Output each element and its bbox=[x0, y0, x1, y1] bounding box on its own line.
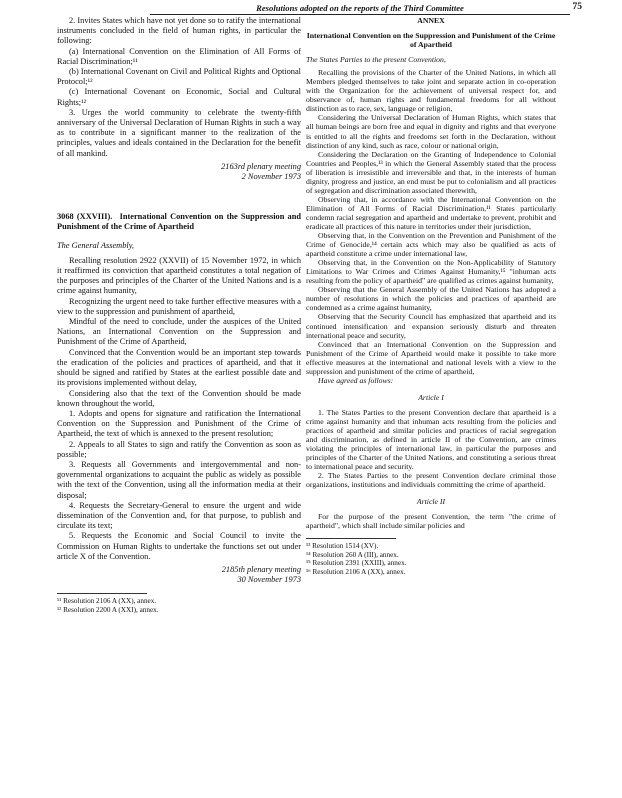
left-column bbox=[57, 16, 301, 614]
preamble-observing-4: Observing that the General Assembly of the United Nations has adopted a number of resolutions in which the policies and practices of apartheid are condemned as a crime against humanity, bbox=[306, 285, 556, 313]
signature-block-2 bbox=[57, 565, 301, 585]
resolution-title: International Convention on the Suppression and Punishment of the Crime of Apartheid bbox=[57, 212, 301, 232]
paragraph-invites: 2. Invites States which have not yet done so to ratify the international instruments concluded in the field of human rights, in particular the following: bbox=[57, 16, 301, 46]
paragraph-convinced: Convinced that the Convention would be an important step towards the eradication of the policies and practices of apartheid, and that it should be signed and ratified by States at the earliest possible date and its provisions implemented without delay, bbox=[57, 347, 301, 388]
item-b: (b) International Covenant on Civil and Political Rights and Optional Protocol;¹² bbox=[57, 67, 301, 87]
footnote-16: ¹⁶ Resolution 2106 A (XX), annex. bbox=[306, 567, 406, 576]
annex-label: ANNEX bbox=[417, 16, 445, 25]
paragraph-considering: Considering also that the text of the Convention should be made known throughout the world, bbox=[57, 388, 301, 408]
meeting-label: 2185th plenary meeting bbox=[221, 564, 301, 574]
paragraph-recalling: Recalling resolution 2922 (XXVII) of 15 November 1972, in which it reaffirmed its conviction that apartheid constitutes a total negation of the purposes and principles of the Charter of the United Nations and is a crime against humanity, bbox=[57, 255, 301, 296]
parties-line: The States Parties to the present Convention, bbox=[306, 55, 446, 65]
footnote-15: ¹⁵ Resolution 2391 (XXIII), annex. bbox=[306, 559, 407, 568]
article-2-paragraph: For the purpose of the present Convention, the term "the crime of apartheid", which shall include similar policies and bbox=[306, 512, 556, 531]
footnote-12: ¹² Resolution 2200 A (XXI), annex. bbox=[57, 605, 159, 614]
preamble-considering-2: Considering the Declaration on the Granting of Independence to Colonial Countries and Peoples,¹³ in which the General Assembly stated that the process of liberation is irresistible and irreversible and that, in the interests of human dignity, progress and justice, an end must be put to colonialism and all practices of segregation and discrimination associated therewith, bbox=[306, 149, 556, 195]
running-header: Resolutions adopted on the reports of the Third Committee bbox=[150, 3, 570, 15]
paragraph-urges: 3. Urges the world community to celebrate the twenty-fifth anniversary of the Universal Declaration of Human Rights in such a way as to contribute in a significant manner to the realization of the principles, values and ideals contained in the Declaration for the benefit of all mankind. bbox=[57, 107, 301, 158]
meeting-label: 2163rd plenary meeting bbox=[221, 161, 301, 171]
article-1-heading: Article I bbox=[418, 392, 444, 402]
meeting-date: 2 November 1973 bbox=[241, 172, 301, 182]
page-number: 75 bbox=[572, 2, 582, 12]
agreed-line: Have agreed as follows: bbox=[318, 375, 394, 385]
footnote-14: ¹⁴ Resolution 260 A (III), annex. bbox=[306, 550, 399, 559]
operative-4: 4. Requests the Secretary-General to ensure the urgent and wide dissemination of the Convention and, for that purpose, to publish and circulate its text; bbox=[57, 500, 301, 531]
operative-5: 5. Requests the Economic and Social Council to invite the Commission on Human Rights to undertake the functions set out under article X of the Convention. bbox=[57, 531, 301, 561]
operative-3: 3. Requests all Governments and intergovernmental and non-governmental organizations to acquaint the public as widely as possible with the text of the Convention, using all the information media at their disposal; bbox=[57, 459, 301, 500]
resolution-heading bbox=[57, 212, 301, 232]
preamble-convinced: Convinced that an International Convention on the Suppression and Punishment of the Crime of Apartheid would make it possible to take more effective measures at the international and national levels with a view to the suppression and punishment of the crime of apartheid, bbox=[306, 339, 556, 376]
signature-block-1 bbox=[57, 162, 301, 182]
preamble-considering-1: Considering the Universal Declaration of Human Rights, which states that all human beings are born free and equal in dignity and rights and that everyone is entitled to all the rights and freedoms set forth in the Declaration, without distinction of any kind, such as race, colour or national origin, bbox=[306, 113, 556, 150]
operative-1: 1. Adopts and opens for signature and ratification the International Convention on the Suppression and Punishment of the Crime of Apartheid, the text of which is annexed to the present resolution; bbox=[57, 408, 301, 439]
paragraph-mindful: Mindful of the need to conclude, under the auspices of the United Nations, an International Convention on the Suppression and Punishment of the Crime of Apartheid, bbox=[57, 317, 301, 347]
resolution-number: 3068 (XXVIII). bbox=[57, 212, 113, 222]
item-c: (c) International Covenant on Economic, Social and Cultural Rights;¹² bbox=[57, 87, 301, 107]
preamble-observing-1: Observing that, in accordance with the International Convention on the Elimination of All Forms of Racial Discrimination,¹¹ States particularly condemn racial segregation and apartheid and undertake to prevent, prohibit and eradicate all practices of this nature in territories under their jurisdiction, bbox=[306, 194, 556, 231]
preamble-recalling: Recalling the provisions of the Charter of the United Nations, in which all Members pledged themselves to take joint and separate action in co-operation with the Organization for the achievement of universal respect for, and observance of, human rights and fundamental freedoms for all without distinction as to race, sex, language or religion, bbox=[306, 68, 556, 114]
preamble-observing-2: Observing that, in the Convention on the Prevention and Punishment of the Crime of Genocide,¹⁴ certain acts which may also be qualified as acts of apartheid constitute a crime under international law, bbox=[306, 231, 556, 259]
annex-title: International Convention on the Suppression and Punishment of the Crime of Apartheid bbox=[306, 31, 556, 50]
footnote-11: ¹¹ Resolution 2106 A (XX), annex. bbox=[57, 597, 157, 606]
article-1-paragraph-2: 2. The States Parties to the present Convention declare criminal those organizations, institutions and individuals committing the crime of apartheid. bbox=[306, 471, 556, 490]
article-1-paragraph-1: 1. The States Parties to the present Convention declare that apartheid is a crime against humanity and that inhuman acts resulting from the policies and practices of apartheid and similar policies and practices of racial segregation and discrimination, as defined in article II of the Convention, are crimes violating the principles of international law, in particular the purposes and principles of the Charter of the United Nations, and constituting a serious threat to international peace and security. bbox=[306, 407, 556, 472]
meeting-date: 30 November 1973 bbox=[237, 575, 301, 585]
footnote-13: ¹³ Resolution 1514 (XV). bbox=[306, 542, 379, 551]
right-column bbox=[306, 16, 556, 576]
footnote-divider bbox=[306, 538, 396, 539]
assembly-line: The General Assembly, bbox=[57, 240, 135, 250]
preamble-observing-3: Observing that, in the Convention on the Non-Applicability of Statutory Limitations to War Crimes and Crimes Against Humanity,¹⁵ "inhuman acts resulting from the policy of apartheid" are qualified as crimes against humanity, bbox=[306, 258, 556, 286]
preamble-observing-5: Observing that the Security Council has emphasized that apartheid and its continued intensification and expansion seriously disturb and threaten international peace and security, bbox=[306, 312, 556, 340]
article-2-heading: Article II bbox=[416, 497, 446, 507]
operative-2: 2. Appeals to all States to sign and ratify the Convention as soon as possible; bbox=[57, 439, 301, 459]
footnote-divider bbox=[57, 593, 147, 594]
item-a: (a) International Convention on the Elimination of All Forms of Racial Discrimination;¹¹ bbox=[57, 46, 301, 66]
paragraph-recognizing: Recognizing the urgent need to take further effective measures with a view to the suppression and punishment of apartheid, bbox=[57, 296, 301, 316]
